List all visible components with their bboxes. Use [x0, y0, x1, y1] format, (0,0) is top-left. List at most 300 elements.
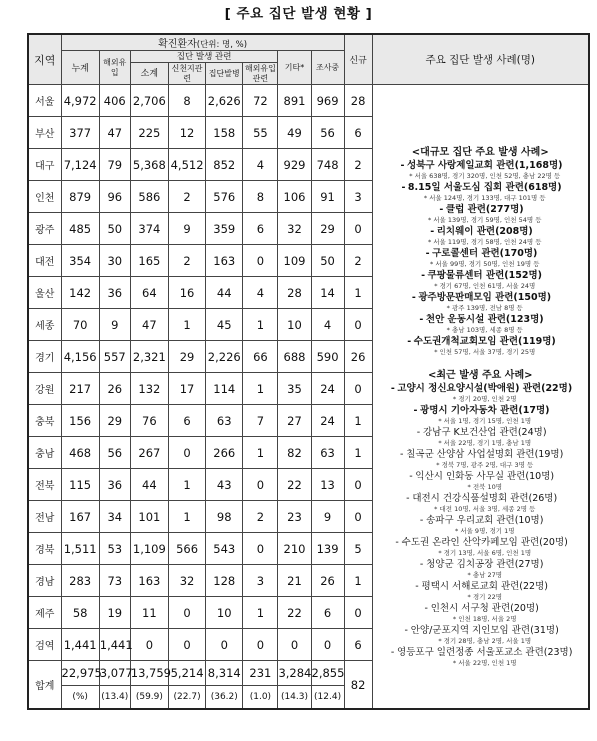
value-cell-overseas: 406 — [99, 85, 130, 117]
case-item-detail-text: 대전 10명, 서울 3명, 세종 2명 등 — [439, 504, 536, 513]
value-cell-ovrel: 1 — [243, 309, 278, 341]
case-item — [373, 226, 588, 246]
value-cell-subtotal: 2,706 — [130, 85, 168, 117]
percent-cell-label: (%) — [61, 686, 99, 710]
value-cell-overseas: 36 — [99, 277, 130, 309]
value-cell-other: 10 — [278, 309, 311, 341]
value-cell-subtotal: 2,321 — [130, 341, 168, 373]
case-item — [373, 383, 588, 403]
bullet-icon: - — [421, 269, 426, 281]
case-item-name: 광명시 기아자동차 관련(17명) — [420, 404, 550, 416]
value-cell-subtotal: 44 — [130, 469, 168, 501]
value-cell-new: 0 — [344, 469, 372, 501]
value-cell-new: 0 — [344, 597, 372, 629]
case-item — [373, 405, 588, 425]
asterisk-icon: * — [467, 482, 473, 491]
case-item-detail — [373, 549, 588, 557]
value-cell-subtotal: 64 — [130, 277, 168, 309]
value-cell-ovrel: 0 — [243, 533, 278, 565]
case-item-name-row — [373, 160, 588, 172]
bullet-icon: - — [400, 159, 405, 171]
case-item-name: 인천시 서구청 관련(20명) — [430, 602, 539, 614]
case-item-detail — [373, 461, 588, 469]
value-cell-other: 27 — [278, 405, 311, 437]
case-item-name-row — [373, 182, 588, 194]
value-cell-group: 359 — [206, 213, 243, 245]
value-cell-other: 21 — [278, 565, 311, 597]
header-other: 기타* — [278, 51, 311, 85]
value-cell-overseas: 30 — [99, 245, 130, 277]
value-cell-new: 1 — [344, 405, 372, 437]
asterisk-icon: * — [454, 526, 461, 535]
value-cell-group: 2,226 — [206, 341, 243, 373]
value-cell-ovrel: 3 — [243, 565, 278, 597]
total-cell-overseas: 3,077 — [99, 661, 130, 686]
value-cell-inv: 0 — [311, 629, 344, 661]
header-investigating: 조사중 — [311, 51, 344, 85]
asterisk-icon: * — [423, 193, 430, 202]
header-overseas: 해외유입 — [99, 51, 130, 85]
value-cell-other: 891 — [278, 85, 311, 117]
case-item-name: 대전시 건강식품설명회 관련(26명) — [412, 492, 558, 504]
value-cell-overseas: 9 — [99, 309, 130, 341]
value-cell-shin: 1 — [168, 501, 205, 533]
value-cell-shin: 29 — [168, 341, 205, 373]
total-cell-subtotal: 13,759 — [130, 661, 168, 686]
value-cell-ovrel: 66 — [243, 341, 278, 373]
asterisk-icon: * — [452, 658, 459, 667]
value-cell-inv: 6 — [311, 597, 344, 629]
region-cell: 대구 — [28, 149, 61, 181]
value-cell-overseas: 26 — [99, 373, 130, 405]
case-item-name: 수도권 온라인 산악카페모임 관련(20명) — [401, 536, 568, 548]
header-overseas-related: 해외유입관련 — [243, 63, 278, 85]
value-cell-subtotal: 47 — [130, 309, 168, 341]
value-cell-group: 266 — [206, 437, 243, 469]
case-item-name-row — [373, 314, 588, 326]
value-cell-total: 485 — [61, 213, 99, 245]
value-cell-ovrel: 0 — [243, 629, 278, 661]
cluster-status-table — [27, 33, 590, 710]
case-item-name-row — [373, 292, 588, 304]
value-cell-total: 283 — [61, 565, 99, 597]
total-cell-new: 82 — [344, 661, 372, 710]
header-subtotal: 소계 — [130, 63, 168, 85]
value-cell-subtotal: 374 — [130, 213, 168, 245]
case-item-detail-text: 경기 28명, 충남 2명, 서울 1명 — [443, 636, 532, 645]
value-cell-total: 468 — [61, 437, 99, 469]
case-item — [373, 537, 588, 557]
value-cell-total: 167 — [61, 501, 99, 533]
value-cell-group: 45 — [206, 309, 243, 341]
case-item-detail — [373, 615, 588, 623]
value-cell-overseas: 50 — [99, 213, 130, 245]
value-cell-other: 109 — [278, 245, 311, 277]
value-cell-shin: 16 — [168, 277, 205, 309]
bullet-icon: - — [424, 602, 428, 614]
value-cell-overseas: 53 — [99, 533, 130, 565]
value-cell-other: 22 — [278, 597, 311, 629]
value-cell-other: 35 — [278, 373, 311, 405]
value-cell-shin: 0 — [168, 597, 205, 629]
value-cell-other: 32 — [278, 213, 311, 245]
case-item-detail-text: 경기 22명 — [472, 592, 503, 601]
value-cell-total: 58 — [61, 597, 99, 629]
case-item-name-row — [373, 449, 588, 461]
region-cell: 인천 — [28, 181, 61, 213]
asterisk-icon: * — [452, 394, 459, 403]
bullet-icon: - — [411, 291, 416, 303]
header-cumulative: 누계 — [61, 51, 99, 85]
value-cell-other: 0 — [278, 629, 311, 661]
case-item-name: 리치웨이 관련(208명) — [436, 225, 533, 237]
value-cell-other: 22 — [278, 469, 311, 501]
bullet-icon: - — [407, 335, 412, 347]
bullet-icon: - — [401, 181, 406, 193]
case-item-detail — [373, 659, 588, 667]
case-item-detail-text: 광주 139명, 전남 8명 등 — [452, 303, 523, 312]
case-item-name-row — [373, 625, 588, 637]
case-item-name: 칠곡군 산양삼 사업설명회 관련(19명) — [406, 448, 564, 460]
value-cell-ovrel: 72 — [243, 85, 278, 117]
case-item — [373, 427, 588, 447]
value-cell-ovrel: 7 — [243, 405, 278, 437]
asterisk-icon: * — [452, 614, 459, 623]
value-cell-ovrel: 4 — [243, 277, 278, 309]
value-cell-overseas: 19 — [99, 597, 130, 629]
value-cell-inv: 748 — [311, 149, 344, 181]
case-item-detail-text: 인천 57명, 서울 37명, 경기 25명 — [439, 347, 536, 356]
case-item-name: 천안 운동시설 관련(123명) — [425, 313, 544, 325]
case-item-detail — [373, 172, 588, 180]
case-item — [373, 625, 588, 645]
value-cell-new: 26 — [344, 341, 372, 373]
asterisk-icon: * — [434, 504, 440, 513]
value-cell-total: 142 — [61, 277, 99, 309]
value-cell-shin: 0 — [168, 629, 205, 661]
value-cell-total: 70 — [61, 309, 99, 341]
value-cell-inv: 969 — [311, 85, 344, 117]
value-cell-subtotal: 267 — [130, 437, 168, 469]
case-item — [373, 204, 588, 224]
bullet-icon: - — [439, 203, 444, 215]
case-item-detail-text: 경기 13명, 서울 6명, 인천 1명 — [443, 548, 532, 557]
value-cell-inv: 9 — [311, 501, 344, 533]
value-cell-inv: 26 — [311, 565, 344, 597]
case-item-name: 쿠팡물류센터 관련(152명) — [427, 269, 542, 281]
asterisk-icon: * — [427, 215, 434, 224]
region-cell: 검역 — [28, 629, 61, 661]
header-cases: 주요 집단 발생 사례(명) — [372, 34, 589, 85]
asterisk-icon: * — [438, 548, 444, 557]
case-item — [373, 248, 588, 268]
bullet-icon: - — [419, 558, 424, 570]
region-cell: 경기 — [28, 341, 61, 373]
percent-cell-shin: (22.7) — [168, 686, 205, 710]
case-item-detail-text: 충남 27명 — [472, 570, 503, 579]
value-cell-subtotal: 101 — [130, 501, 168, 533]
bullet-icon: - — [415, 580, 419, 592]
value-cell-subtotal: 165 — [130, 245, 168, 277]
asterisk-icon: * — [434, 281, 440, 290]
region-cell: 제주 — [28, 597, 61, 629]
value-cell-inv: 24 — [311, 405, 344, 437]
case-item-detail — [373, 238, 588, 246]
value-cell-inv: 91 — [311, 181, 344, 213]
case-item — [373, 336, 588, 356]
region-cell: 광주 — [28, 213, 61, 245]
case-item-name-row — [373, 248, 588, 260]
case-section-title: <최근 발생 주요 사례> — [428, 369, 533, 381]
case-section-title: <대규모 집단 주요 발생 사례> — [411, 146, 549, 158]
case-item-detail-text: 서울 124명, 경기 133명, 대구 101명 등 — [429, 193, 546, 202]
value-cell-shin: 0 — [168, 437, 205, 469]
case-item-name-row — [373, 405, 588, 417]
region-cell: 대전 — [28, 245, 61, 277]
region-cell: 강원 — [28, 373, 61, 405]
case-item-name-row — [373, 336, 588, 348]
case-item-detail — [373, 194, 588, 202]
value-cell-new: 5 — [344, 533, 372, 565]
bullet-icon: - — [400, 448, 404, 460]
value-cell-total: 1,511 — [61, 533, 99, 565]
value-cell-ovrel: 1 — [243, 373, 278, 405]
value-cell-overseas: 1,441 — [99, 629, 130, 661]
case-item-name: 평택시 서해로교회 관련(22명) — [421, 580, 548, 592]
bullet-icon: - — [406, 492, 410, 504]
value-cell-inv: 590 — [311, 341, 344, 373]
value-cell-overseas: 56 — [99, 437, 130, 469]
value-cell-group: 0 — [206, 629, 243, 661]
value-cell-total: 377 — [61, 117, 99, 149]
value-cell-group: 10 — [206, 597, 243, 629]
header-region: 지역 — [28, 34, 61, 85]
value-cell-new: 6 — [344, 629, 372, 661]
case-item-detail — [373, 216, 588, 224]
value-cell-shin: 32 — [168, 565, 205, 597]
case-item — [373, 292, 588, 312]
case-item-name: 송파구 우리교회 관련(10명) — [426, 514, 544, 526]
value-cell-shin: 2 — [168, 181, 205, 213]
case-item-name-row — [373, 226, 588, 238]
region-cell: 부산 — [28, 117, 61, 149]
value-cell-total: 156 — [61, 405, 99, 437]
value-cell-other: 49 — [278, 117, 311, 149]
case-item-name-row — [373, 427, 588, 439]
value-cell-shin: 12 — [168, 117, 205, 149]
value-cell-ovrel: 55 — [243, 117, 278, 149]
case-item-detail-text: 충남 103명, 세종 8명 등 — [452, 325, 523, 334]
case-item-detail-text: 전북 10명 — [472, 482, 503, 491]
region-cell: 충북 — [28, 405, 61, 437]
bullet-icon: - — [409, 470, 413, 482]
totals-label: 합계 — [28, 661, 61, 710]
value-cell-shin: 9 — [168, 213, 205, 245]
value-cell-inv: 56 — [311, 117, 344, 149]
region-cell: 경북 — [28, 533, 61, 565]
value-cell-group: 44 — [206, 277, 243, 309]
value-cell-subtotal: 586 — [130, 181, 168, 213]
value-cell-total: 4,972 — [61, 85, 99, 117]
case-item-name: 8.15일 서울도심 집회 관련(618명) — [407, 181, 562, 193]
value-cell-total: 879 — [61, 181, 99, 213]
header-new: 신규 — [344, 34, 372, 85]
value-cell-group: 163 — [206, 245, 243, 277]
case-item-detail — [373, 348, 588, 356]
percent-cell-subtotal: (59.9) — [130, 686, 168, 710]
value-cell-inv: 24 — [311, 373, 344, 405]
value-cell-group: 63 — [206, 405, 243, 437]
value-cell-subtotal: 132 — [130, 373, 168, 405]
percent-cell-overseas: (13.4) — [99, 686, 130, 710]
value-cell-inv: 4 — [311, 309, 344, 341]
value-cell-group: 128 — [206, 565, 243, 597]
value-cell-new: 1 — [344, 277, 372, 309]
asterisk-icon: * — [427, 237, 434, 246]
asterisk-icon: * — [467, 592, 473, 601]
region-cell: 서울 — [28, 85, 61, 117]
region-cell: 충남 — [28, 437, 61, 469]
region-cell: 경남 — [28, 565, 61, 597]
value-cell-shin: 8 — [168, 85, 205, 117]
value-cell-inv: 139 — [311, 533, 344, 565]
case-item-name-row — [373, 383, 588, 395]
value-cell-shin: 566 — [168, 533, 205, 565]
case-item-detail — [373, 260, 588, 268]
total-cell-other: 3,284 — [278, 661, 311, 686]
percent-cell-group: (36.2) — [206, 686, 243, 710]
value-cell-group: 114 — [206, 373, 243, 405]
case-item-detail-text: 서울 22명, 경기 1명, 충남 1명 — [443, 438, 532, 447]
case-item — [373, 493, 588, 513]
value-cell-overseas: 36 — [99, 469, 130, 501]
value-cell-other: 106 — [278, 181, 311, 213]
bullet-icon: - — [390, 646, 395, 658]
bullet-icon: - — [413, 404, 418, 416]
bullet-icon: - — [404, 624, 408, 636]
value-cell-inv: 29 — [311, 213, 344, 245]
value-cell-subtotal: 1,109 — [130, 533, 168, 565]
value-cell-overseas: 29 — [99, 405, 130, 437]
case-item-name: 익산시 인화동 사무실 관련(10명) — [415, 470, 555, 482]
case-item-name: 영등포구 일련정종 서울포교소 관련(23명) — [397, 646, 573, 658]
value-cell-overseas: 34 — [99, 501, 130, 533]
total-cell-inv: 2,855 — [311, 661, 344, 686]
header-group: 집단발병 — [206, 63, 243, 85]
page-title: [ 주요 집단 발생 현황 ] — [224, 6, 373, 22]
case-item-detail — [373, 593, 588, 601]
case-item-name: 안양/군포지역 지인모임 관련(31명) — [410, 624, 559, 636]
value-cell-group: 158 — [206, 117, 243, 149]
value-cell-inv: 63 — [311, 437, 344, 469]
case-item — [373, 647, 588, 667]
region-cell: 전북 — [28, 469, 61, 501]
bullet-icon: - — [425, 247, 430, 259]
case-item-detail-text: 서울 1명, 경기 15명, 인천 1명 — [443, 416, 532, 425]
case-item-detail — [373, 527, 588, 535]
value-cell-ovrel: 2 — [243, 501, 278, 533]
case-item-detail — [373, 395, 588, 403]
percent-cell-inv: (12.4) — [311, 686, 344, 710]
case-item-name: 수도권개척교회모임 관련(119명) — [413, 335, 556, 347]
case-item-detail-text: 경기 20명, 인천 2명 — [458, 394, 517, 403]
case-item — [373, 314, 588, 334]
value-cell-subtotal: 163 — [130, 565, 168, 597]
value-cell-new: 0 — [344, 373, 372, 405]
case-item — [373, 449, 588, 469]
value-cell-new: 2 — [344, 149, 372, 181]
value-cell-new: 0 — [344, 213, 372, 245]
value-cell-overseas: 557 — [99, 341, 130, 373]
value-cell-shin: 1 — [168, 309, 205, 341]
percent-cell-ovrel: (1.0) — [243, 686, 278, 710]
bullet-icon: - — [416, 426, 421, 438]
value-cell-subtotal: 5,368 — [130, 149, 168, 181]
value-cell-other: 82 — [278, 437, 311, 469]
case-item — [373, 603, 588, 623]
value-cell-inv: 13 — [311, 469, 344, 501]
value-cell-new: 1 — [344, 565, 372, 597]
case-item-name-row — [373, 603, 588, 615]
total-cell-ovrel: 231 — [243, 661, 278, 686]
case-item-name: 강남구 K보건산업 관련(24명) — [422, 426, 547, 438]
table-row — [28, 85, 589, 117]
value-cell-group: 98 — [206, 501, 243, 533]
value-cell-overseas: 47 — [99, 117, 130, 149]
header-confirmed: 확진환자(단위: 명, %) — [61, 34, 344, 51]
case-item-name: 성북구 사랑제일교회 관련(1,168명) — [407, 159, 563, 171]
case-item-detail-text: 서울 99명, 경기 50명, 인천 19명 등 — [435, 259, 540, 268]
case-item-name: 구로콜센터 관련(170명) — [432, 247, 538, 259]
value-cell-ovrel: 1 — [243, 437, 278, 469]
value-cell-shin: 6 — [168, 405, 205, 437]
case-item-detail — [373, 637, 588, 645]
case-item-detail — [373, 326, 588, 334]
value-cell-subtotal: 0 — [130, 629, 168, 661]
case-item-name-row — [373, 647, 588, 659]
value-cell-ovrel: 8 — [243, 181, 278, 213]
value-cell-total: 115 — [61, 469, 99, 501]
value-cell-new: 2 — [344, 245, 372, 277]
value-cell-new: 0 — [344, 309, 372, 341]
case-item-detail-text: 서울 22명, 인천 1명 — [458, 658, 517, 667]
value-cell-subtotal: 11 — [130, 597, 168, 629]
case-item-detail-text: 서울 119명, 경기 58명, 인천 24명 등 — [433, 237, 542, 246]
case-item-name: 클럽 관련(277명) — [445, 203, 524, 215]
case-item-name-row — [373, 204, 588, 216]
value-cell-group: 543 — [206, 533, 243, 565]
case-item-detail — [373, 439, 588, 447]
case-item — [373, 270, 588, 290]
value-cell-other: 210 — [278, 533, 311, 565]
value-cell-shin: 1 — [168, 469, 205, 501]
value-cell-total: 4,156 — [61, 341, 99, 373]
value-cell-total: 217 — [61, 373, 99, 405]
value-cell-shin: 17 — [168, 373, 205, 405]
cases-column — [372, 85, 589, 710]
case-item-detail-text: 경북 7명, 광주 2명, 대구 3명 등 — [441, 460, 534, 469]
value-cell-new: 3 — [344, 181, 372, 213]
header-shincheonji: 신천지관련 — [168, 63, 205, 85]
value-cell-shin: 2 — [168, 245, 205, 277]
bullet-icon: - — [419, 514, 424, 526]
case-item-detail — [373, 483, 588, 491]
case-item — [373, 471, 588, 491]
case-item-detail — [373, 417, 588, 425]
value-cell-other: 28 — [278, 277, 311, 309]
value-cell-group: 43 — [206, 469, 243, 501]
value-cell-subtotal: 76 — [130, 405, 168, 437]
